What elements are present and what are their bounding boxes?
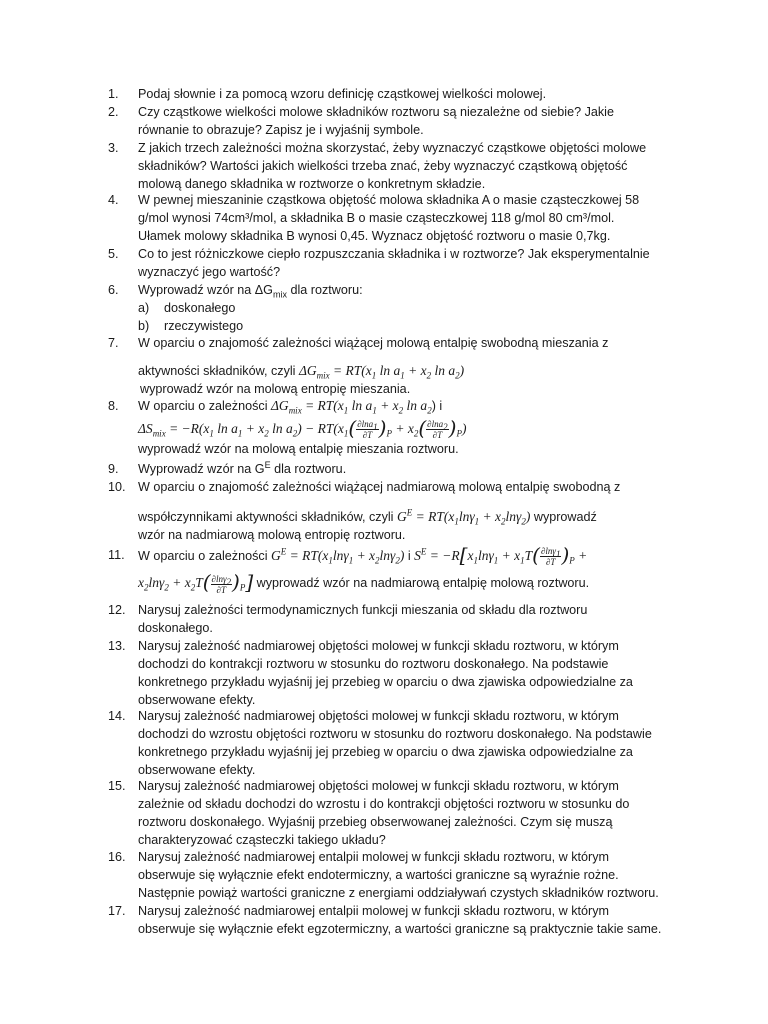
question-number: 10. (108, 480, 126, 494)
question-number: 12. (108, 603, 126, 617)
question-text: W oparciu o zależności $\Delta G_{mix} = RT(x_1$ $\ln a_1 + x_2$ $\ln a_2$) i $\Delta S_{mix} = -R(x_1$ $\ln a_1 + x_2$ $\ln a_2) - RT(x_1$( $\frac{\partial\ln a_1}{\partial T}$ )$_P + x_2$( $\frac{\partial\ln a_2}{\partial T}$ )$_P$) wyprowadź wzór na molową entalpię mieszania roztworu. (138, 397, 668, 458)
question-text: Podaj słownie i za pomocą wzoru definicję cząstkowej wielkości molowej. (138, 87, 547, 101)
question-text: W oparciu o znajomość zależności wiążącej molową entalpię swobodną mieszania z aktywności składników, czyli $\Delta G_{mix} = RT(x_1$ $\ln a_1 + x_2$ $\ln a_2$) wyprowadź wzór na molową entropię mieszania. (138, 336, 609, 396)
question-number: 7. (108, 336, 119, 350)
question-number: 6. (108, 283, 119, 297)
question-text: Co to jest różniczkowe ciepło rozpuszczania składnika i w roztworze? Jak eksperymentalnie wyznaczyć jego wartość? (138, 247, 650, 279)
question-text: Narysuj zależność nadmiarowej objętości molowej w funkcji składu roztworu, w którym zależnie od składu dochodzi do wzrostu i do kontrakcji objętości roztworu w stosunku do roztworu doskonałego. Wyjaśnij przebieg obserwowanej zależności. Czym się muszą charakteryzować cząsteczki takiego układu? (138, 779, 630, 847)
question-number: 14. (108, 709, 126, 723)
question-text: Wyprowadź wzór na $\Delta G_{mix}$ dla roztworu: (138, 283, 363, 300)
question-text: Narysuj zależność nadmiarowej entalpii molowej w funkcji składu roztworu, w którym obserwuje się wyłącznie efekt endotermiczny, a wartości graniczne są wyraźnie rożne. Następnie powiąż wartości graniczne z energiami oddziaływań czystych składników roztworu. (138, 850, 659, 900)
question-text: Narysuj zależność nadmiarowej entalpii molowej w funkcji składu roztworu, w którym obserwuje się wyłącznie efekt egzotermiczny, a wartości graniczne są praktycznie takie same. (138, 904, 662, 936)
subitem-b: b) rzeczywistego (138, 319, 244, 333)
question-number: 17. (108, 904, 126, 918)
formula-delta-g-mix: $\Delta G_{mix} = RT(x_1$ $\ln a_1 + x_2$ $\ln a_2$ (271, 398, 432, 416)
question-number: 1. (108, 87, 119, 101)
question-number: 16. (108, 850, 126, 864)
question-text: Narysuj zależności termodynamicznych funkcji mieszania od składu dla roztworu doskonałego. (138, 603, 588, 635)
question-text: Wyprowadź wzór na $G^E$ dla roztworu. (138, 459, 347, 476)
question-text: Narysuj zależność nadmiarowej objętości molowej w funkcji składu roztworu, w którym dochodzi do wzrostu objętości roztworu w stosunku do roztworu doskonałego. Na podstawie konkretnego przykładu wyjaśnij jej przebieg w oparciu o dwa zjawiska odpowiedzialne za obserwowane efekty. (138, 709, 652, 777)
question-text: Z jakich trzech zależności można skorzystać, żeby wyznaczyć cząstkowe objętości molowe składników? Wartości jakich wielkości trzeba znać, żeby wyznaczyć cząstkową objętość molową danego składnika w roztworze o konkretnym składzie. (138, 141, 647, 191)
question-number: 11. (108, 548, 125, 562)
formula-delta-s-mix: $\Delta S_{mix} = -R(x_1$ $\ln a_1 + x_2$ $\ln a_2) - RT(x_1$( $\frac{\partial\ln a_1}{\partial T}$ )$_P + x_2$( $\frac{\partial\ln a_2}{\partial T}$ )$_P$) (138, 416, 467, 441)
formula-s-e: $S^E = -R[x_1\ln\gamma_1 + x_1T$( $\frac{\partial\ln\gamma_1}{\partial T}$ )$_P$ + (414, 543, 588, 568)
question-text: Czy cząstkowe wielkości molowe składników roztworu są niezależne od siebie? Jakie równanie to obrazuje? Zapisz je i wyjaśnij symbole. (138, 105, 614, 137)
question-text: W oparciu o znajomość zależności wiążącej nadmiarową molową entalpię swobodną z współczynnikami aktywności składników, czyli $G^E = RT(x_1\ln\gamma_1 + x_2\ln\gamma_2)$ wyprowadź wzór na nadmiarową molową entropię roztworu. (138, 480, 621, 542)
question-text: W oparciu o zależności $G^E = RT(x_1\ln\gamma_1 + x_2\ln\gamma_2)$ i $S^E = -R[x_1\ln\gamma_1 + x_1T$( $\frac{\partial\ln\gamma_1}{\partial T}$ )$_P$ + $x_2\ln\gamma_2 + x_2T$( $\frac{\partial\ln\gamma_2}{\partial T}$ )$_P$] wyprowadź wzór na nadmiarową entalpię molową roztworu. (138, 543, 590, 595)
question-number: 4. (108, 193, 119, 207)
question-number: 15. (108, 779, 126, 793)
formula-g-e: $G^E = RT(x_1\ln\gamma_1 + x_2\ln\gamma_2)$ (396, 507, 531, 527)
question-text: W pewnej mieszaninie cząstkowa objętość molowa składnika A o masie cząsteczkowej 58 g/mol wynosi 74cm³/mol, a składnika B o masie cząsteczkowej 118 g/mol 80 cm³/mol. Ułamek molowy składnika B wynosi 0,45. Wyznacz objętość roztworu o masie 0,7kg. (138, 193, 640, 243)
question-number: 9. (108, 462, 119, 476)
subitem-a: a) doskonałego (138, 301, 236, 315)
question-number: 13. (108, 639, 126, 653)
formula-delta-g-mix: $\Delta G_{mix} = RT(x_1$ $\ln a_1 + x_2$ $\ln a_2$) (298, 363, 465, 381)
question-number: 3. (108, 141, 119, 155)
question-text: Narysuj zależność nadmiarowej objętości molowej w funkcji składu roztworu, w którym dochodzi do kontrakcji roztworu w stosunku do roztworu doskonałego. Na podstawie konkretnego przykładu wyjaśnij jej przebieg w oparciu o dwa zjawiska odpowiedzialne za obserwowane efekty. (138, 639, 633, 707)
question-number: 2. (108, 105, 119, 119)
formula-g-e: $G^E = RT(x_1\ln\gamma_1 + x_2\ln\gamma_2)$ (271, 546, 405, 566)
question-number: 5. (108, 247, 119, 261)
question-number: 8. (108, 399, 119, 413)
